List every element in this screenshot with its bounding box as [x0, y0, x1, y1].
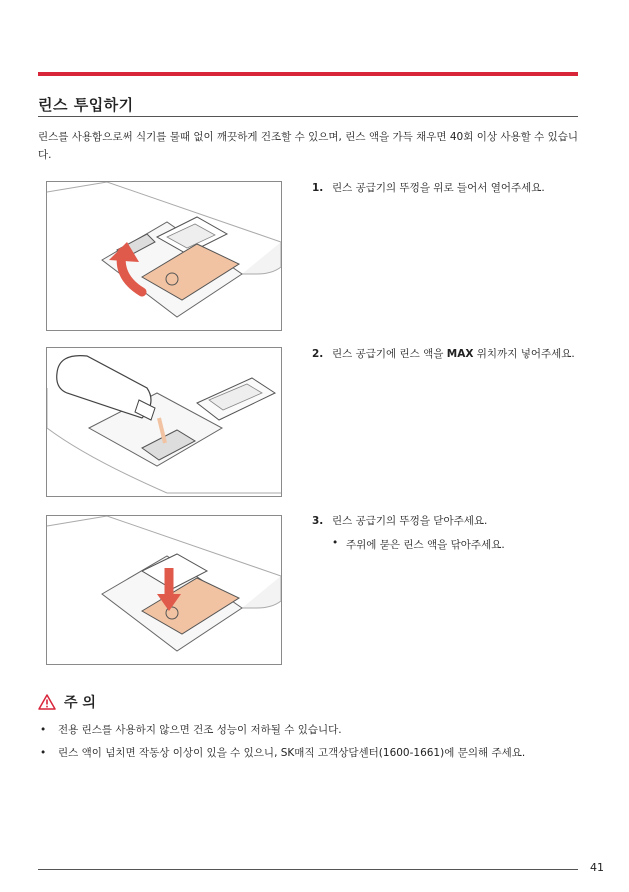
step-1-number: 1. — [312, 182, 324, 194]
step-2 — [312, 346, 582, 363]
caution-item-text: 린스 액이 넘치면 작동상 이상이 있을 수 있으니, SK매직 고객상담센터(1600-1661)에 문의해 주세요. — [58, 747, 526, 759]
step-2-text-before: 린스 공급기에 린스 액을 — [332, 348, 447, 360]
footer-rule — [38, 869, 578, 870]
step-2-text-after: 위치까지 넣어주세요. — [473, 348, 575, 360]
caution-heading — [38, 692, 96, 712]
step-2-max-label: MAX — [446, 348, 474, 360]
section-title: 린스 투입하기 — [38, 96, 134, 114]
top-accent-rule — [38, 72, 578, 76]
bullet-icon: • — [40, 747, 47, 759]
page-number: 41 — [590, 861, 604, 874]
figure-fill-rinse — [46, 347, 282, 497]
step-3 — [312, 513, 582, 530]
step-1 — [312, 180, 582, 197]
intro-paragraph: 린스를 사용함으로써 식기를 물때 없이 깨끗하게 건조할 수 있으며, 린스 액을 가득 채우면 40회 이상 사용할 수 있습니다. — [38, 131, 579, 161]
bullet-icon: • — [40, 724, 47, 736]
step-2-number: 2. — [312, 348, 324, 360]
figure-close-lid — [46, 515, 282, 665]
step-1-text: 린스 공급기의 뚜껑을 위로 들어서 열어주세요. — [332, 182, 545, 194]
step-3-text: 린스 공급기의 뚜껑을 닫아주세요. — [332, 515, 488, 527]
caution-item-text: 전용 린스를 사용하지 않으면 건조 성능이 저하될 수 있습니다. — [58, 724, 342, 736]
step-3-number: 3. — [312, 515, 324, 527]
caution-item — [40, 722, 342, 737]
warning-icon — [38, 694, 56, 710]
caution-heading-text: 주 의 — [64, 695, 96, 711]
step-3-sub-bullet — [336, 537, 505, 552]
title-divider — [38, 116, 578, 117]
figure-open-lid — [46, 181, 282, 331]
caution-item — [40, 745, 525, 760]
step-3-sub-bullet-text: 주위에 묻은 린스 액을 닦아주세요. — [346, 539, 505, 551]
